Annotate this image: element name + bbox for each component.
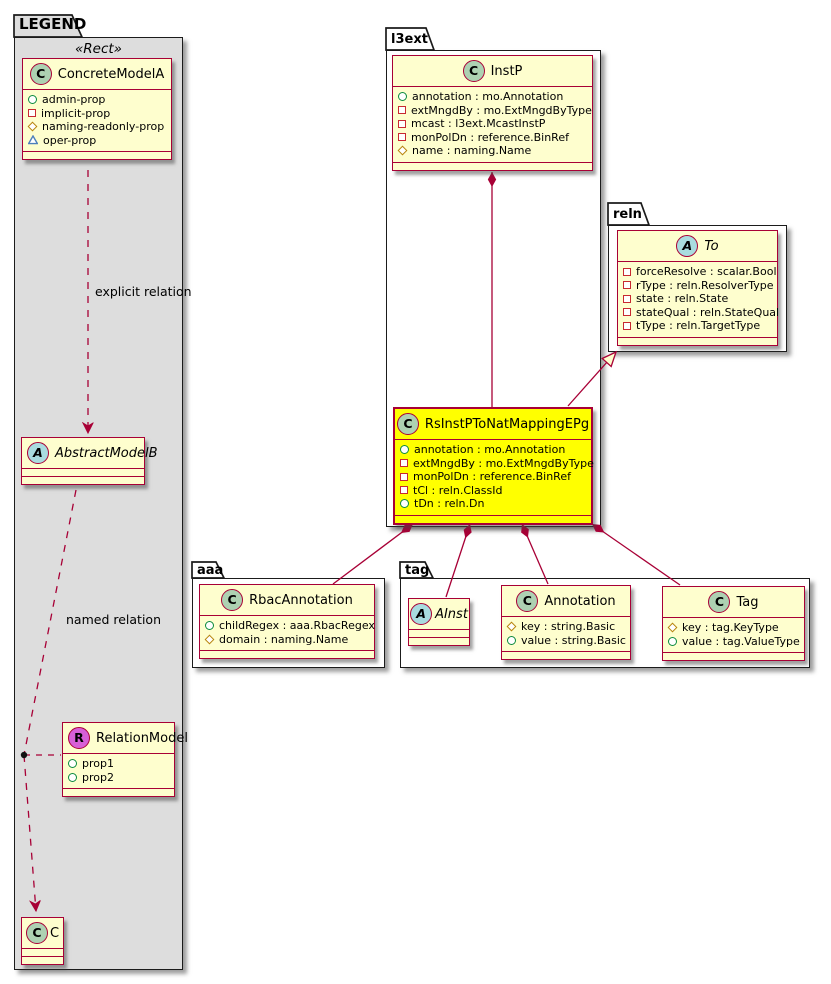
class-box-rbac-annotation <box>199 584 375 659</box>
empty-compartment <box>22 948 63 956</box>
class-name: AInst <box>435 606 468 622</box>
attr-row <box>205 619 375 633</box>
edge-composition-tag <box>592 524 680 585</box>
attr-text: implicit-prop <box>41 106 111 120</box>
attr-row <box>398 103 592 118</box>
attr-row <box>398 131 587 145</box>
class-header <box>200 585 374 615</box>
class-box-abstract-model-b <box>21 437 158 485</box>
class-spot-icon: A <box>676 235 698 257</box>
empty-compartment <box>200 650 374 658</box>
class-name: AbstractModelB <box>55 445 158 461</box>
edge-junction-dot <box>21 752 27 758</box>
class-attributes <box>395 439 594 515</box>
class-header <box>63 723 188 753</box>
circle-green-icon <box>68 759 77 768</box>
class-name: ConcreteModelA <box>57 66 165 82</box>
empty-compartment <box>409 637 469 645</box>
class-name: RelationModel <box>96 730 188 746</box>
class-name: RsInstPToNatMappingEPg <box>424 416 590 432</box>
square-red-icon <box>623 295 631 303</box>
attr-row <box>623 319 772 333</box>
square-red-icon <box>398 106 406 114</box>
attr-row <box>398 117 587 131</box>
class-box-c <box>21 917 64 965</box>
attr-text: key : tag.KeyType <box>682 621 779 634</box>
class-spot-icon: C <box>463 60 485 82</box>
class-spot-icon: C <box>221 589 243 611</box>
class-attributes <box>502 616 630 651</box>
class-attributes <box>663 617 804 652</box>
attr-text: mcast : l3ext.McastInstP <box>411 117 546 130</box>
class-box-annotation <box>501 585 631 660</box>
attr-row <box>507 620 625 634</box>
attr-text: childRegex : aaa.RbacRegex <box>219 619 375 632</box>
empty-compartment <box>395 515 591 523</box>
empty-compartment <box>63 788 174 796</box>
circle-green-icon <box>507 636 516 645</box>
class-attributes <box>618 261 780 337</box>
diamond-gold-icon <box>507 622 517 632</box>
diamond-gold-icon <box>205 634 215 644</box>
circle-green-icon <box>400 499 409 508</box>
attr-text: rType : reln.ResolverType <box>636 278 774 292</box>
class-box-rs-instp-to-nat-mapping-epg <box>393 407 593 525</box>
square-red-icon <box>398 120 406 128</box>
attr-text: tDn : reln.Dn <box>414 497 485 510</box>
class-box-ainst <box>408 598 470 646</box>
attr-row <box>400 443 586 457</box>
square-red-icon <box>398 133 406 141</box>
empty-compartment <box>393 162 592 170</box>
package-l3ext-label: l3ext <box>391 32 428 47</box>
class-header <box>502 586 630 616</box>
attr-row <box>400 484 586 498</box>
attr-row <box>68 771 169 785</box>
attr-row <box>623 292 772 306</box>
class-name: Tag <box>736 594 759 610</box>
attr-text: value : string.Basic <box>521 633 626 647</box>
package-reln-label: reln <box>613 207 642 222</box>
square-red-icon <box>623 268 631 276</box>
package-aaa-label: aaa <box>197 563 224 578</box>
class-name: To <box>704 238 719 254</box>
attr-text: tCl : reln.ClassId <box>413 483 503 497</box>
circle-green-icon <box>205 621 214 630</box>
class-spot-icon: R <box>68 727 90 749</box>
edge-composition-annotation <box>522 524 548 584</box>
circle-green-icon <box>68 773 77 782</box>
class-attributes <box>63 753 174 788</box>
square-red-icon <box>623 322 631 330</box>
class-box-relation-model <box>62 722 188 797</box>
square-red-icon <box>623 308 631 316</box>
class-header <box>22 438 158 468</box>
empty-compartment <box>663 652 804 660</box>
attr-row <box>68 757 169 771</box>
attr-row <box>398 90 587 104</box>
attr-row <box>623 279 772 293</box>
class-attributes <box>393 86 592 162</box>
attr-row <box>28 134 166 148</box>
class-header <box>393 56 592 86</box>
empty-compartment <box>618 337 777 345</box>
class-attributes <box>23 89 171 151</box>
attr-text: prop2 <box>82 770 114 784</box>
attr-row <box>400 497 586 511</box>
diamond-gold-icon <box>398 146 408 156</box>
class-box-to <box>617 230 778 346</box>
attr-text: value : tag.ValueType <box>682 634 800 648</box>
attr-text: stateQual : reln.StateQual <box>636 305 780 319</box>
attr-row <box>205 633 369 647</box>
empty-compartment <box>22 956 63 964</box>
class-header <box>23 59 171 89</box>
attr-text: oper-prop <box>43 133 97 147</box>
class-attributes <box>200 615 374 650</box>
edge-generalization-to <box>568 352 616 406</box>
class-header <box>409 599 469 629</box>
class-spot-icon: C <box>708 591 730 613</box>
edge-named-relation-lower <box>24 755 36 911</box>
attr-row <box>400 470 586 484</box>
class-spot-icon: A <box>27 442 49 464</box>
empty-compartment <box>23 151 171 159</box>
attr-text: key : string.Basic <box>521 620 616 633</box>
class-box-tag <box>662 586 805 661</box>
attr-row <box>400 456 594 471</box>
edge-composition-ainst <box>446 524 470 597</box>
empty-compartment <box>22 476 144 484</box>
class-box-instp <box>392 55 593 171</box>
attr-text: naming-readonly-prop <box>42 120 165 133</box>
attr-text: annotation : mo.Annotation <box>414 443 566 456</box>
triangle-blue-icon <box>28 135 38 145</box>
attr-row <box>668 621 799 635</box>
attr-row <box>28 120 166 134</box>
attr-row <box>398 144 587 158</box>
attr-row <box>668 635 799 649</box>
attr-text: monPolDn : reference.BinRef <box>413 470 571 483</box>
class-name: Annotation <box>544 593 616 609</box>
diamond-gold-icon <box>668 623 678 633</box>
stereotype-rect-label: «Rect» <box>74 41 123 57</box>
empty-compartment <box>22 468 144 476</box>
empty-compartment <box>409 629 469 637</box>
named-relation-label: named relation <box>66 612 161 627</box>
attr-text: forceResolve : scalar.Bool <box>636 265 777 278</box>
square-red-icon <box>400 473 408 481</box>
attr-text: prop1 <box>82 757 114 770</box>
attr-text: monPolDn : reference.BinRef <box>411 130 569 144</box>
empty-compartment <box>502 651 630 659</box>
circle-green-icon <box>28 95 37 104</box>
class-spot-icon: C <box>516 590 538 612</box>
package-tag-label: tag <box>405 563 430 578</box>
circle-green-icon <box>668 637 677 646</box>
attr-row <box>28 107 166 121</box>
attr-row <box>28 93 166 107</box>
class-name: RbacAnnotation <box>249 592 353 608</box>
attr-text: admin-prop <box>42 93 106 106</box>
class-spot-icon: C <box>26 922 48 944</box>
explicit-relation-label: explicit relation <box>95 284 192 299</box>
attr-text: tType : reln.TargetType <box>636 319 761 332</box>
square-red-icon <box>28 109 36 117</box>
package-legend-label: LEGEND <box>19 15 87 33</box>
square-red-icon <box>400 486 408 494</box>
class-box-concrete-model-a <box>22 58 172 160</box>
class-name: C <box>49 925 60 941</box>
class-header <box>395 409 591 439</box>
class-name: InstP <box>490 63 523 79</box>
class-spot-icon: C <box>397 413 419 435</box>
diamond-gold-icon <box>28 122 38 132</box>
attr-row <box>623 265 777 279</box>
attr-text: state : reln.State <box>636 292 729 305</box>
square-red-icon <box>400 459 408 467</box>
class-spot-icon: C <box>30 63 52 85</box>
attr-row <box>623 305 780 320</box>
attr-text: extMngdBy : mo.ExtMngdByType <box>411 103 592 117</box>
class-header <box>22 918 63 948</box>
attr-row <box>507 634 625 648</box>
square-red-icon <box>623 281 631 289</box>
class-header <box>618 231 777 261</box>
class-spot-icon: A <box>410 603 432 625</box>
class-header <box>663 587 804 617</box>
attr-text: name : naming.Name <box>412 144 532 157</box>
attr-text: extMngdBy : mo.ExtMngdByType <box>413 456 594 470</box>
attr-text: domain : naming.Name <box>219 632 349 646</box>
attr-text: annotation : mo.Annotation <box>412 90 564 103</box>
circle-green-icon <box>400 445 409 454</box>
circle-green-icon <box>398 92 407 101</box>
